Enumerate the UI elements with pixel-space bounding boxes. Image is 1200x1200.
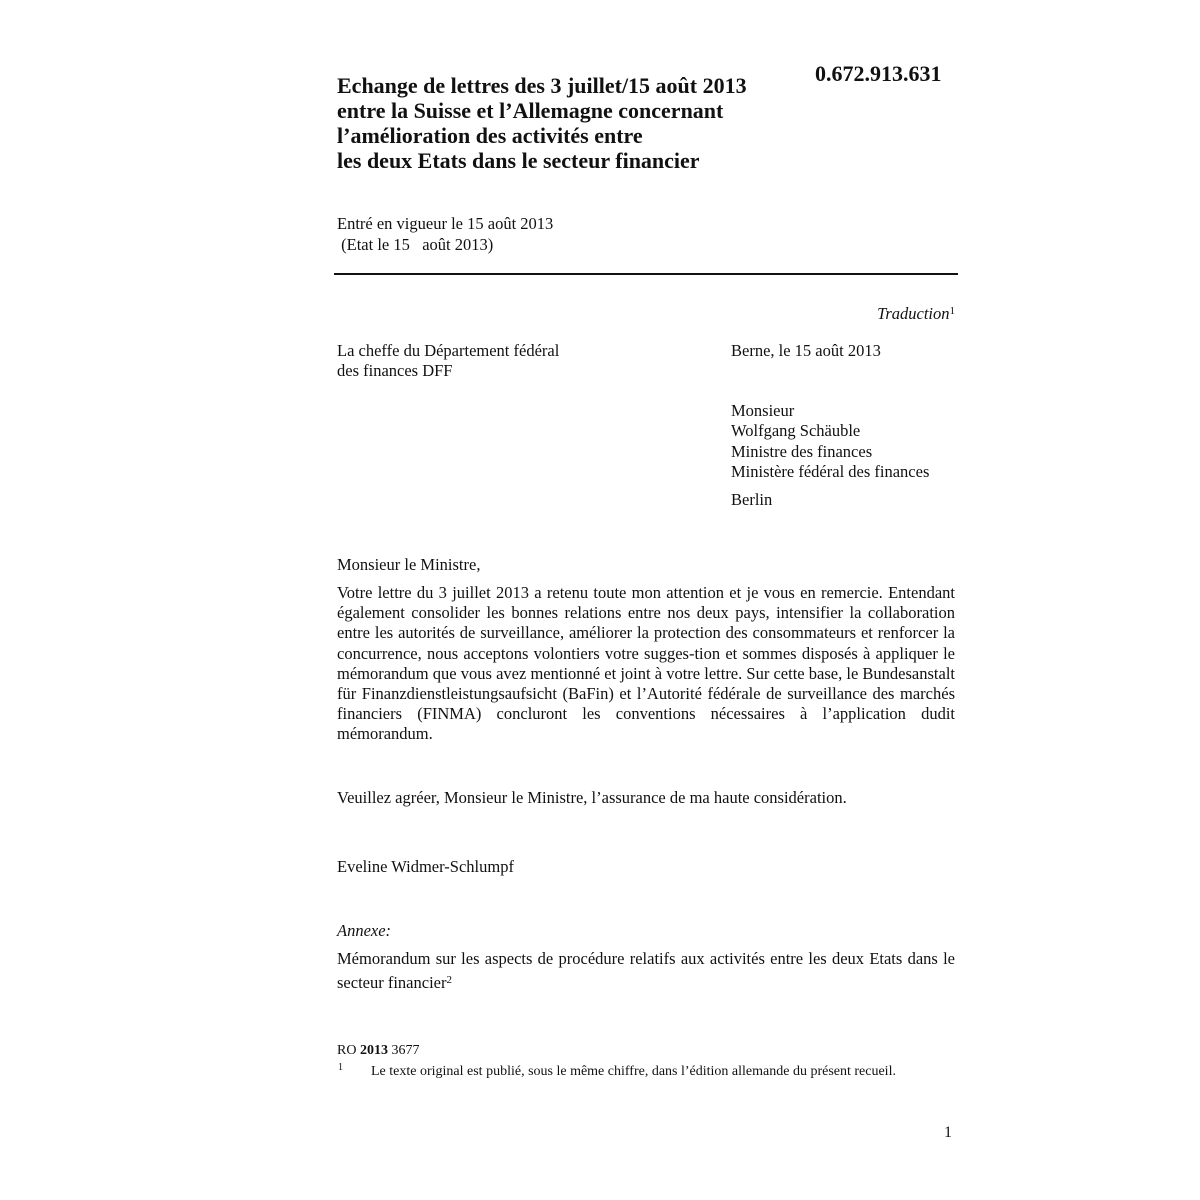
letter-body: Votre lettre du 3 juillet 2013 a retenu toute mon attention et je vous en remercie. Entendant également consolider les bonnes relations entre nos deux pays, intensifier la collaboration entre les autorités de surveillance, améliorer la protection des consommateurs et renforcer la concurrence, nous acceptons volontiers votre sugges-tion et sommes disposés à appliquer le mémorandum que vous avez mentionné et joint à votre lettre. Sur cette base, le Bundesanstalt für Finanzdienstleistungsaufsicht (BaFin) et l’Autorité fédérale de surveillance des marchés financiers (FINMA) concluront les conventions nécessaires à l’application dudit mémorandum.	[337, 583, 955, 744]
ro-prefix: RO	[337, 1043, 360, 1058]
annex-label: Annexe:	[337, 921, 392, 940]
salutation: Monsieur le Ministre,	[337, 555, 481, 574]
sender-line: La cheffe du Département fédéral	[337, 341, 560, 360]
signature-name: Eveline Widmer-Schlumpf	[337, 857, 514, 876]
ro-year: 2013	[359, 1043, 388, 1058]
title-line: les deux Etats dans le secteur financier	[337, 148, 700, 173]
place-date: Berne, le 15 août 2013	[731, 341, 881, 360]
header-divider	[334, 273, 958, 275]
title-line: Echange de lettres des 3 juillet/15 août 2013	[337, 73, 747, 98]
translation-note	[700, 304, 955, 324]
title-line: l’amélioration des activités entre	[337, 123, 643, 148]
footnote-ref: 2	[446, 973, 452, 986]
footnote-ref: 1	[949, 305, 955, 317]
recipient-line: Ministre des finances	[731, 441, 873, 461]
document-title	[337, 73, 807, 173]
system-number: 0.672.913.631	[815, 61, 942, 86]
sender-line: des finances DFF	[337, 361, 453, 380]
sender-block	[337, 341, 559, 381]
closing-formula: Veuillez agréer, Monsieur le Ministre, l’assurance de ma haute considération.	[337, 788, 847, 807]
ro-page: 3677	[387, 1043, 420, 1058]
title-line: entre la Suisse et l’Allemagne concernant	[337, 98, 724, 123]
page-number: 1	[944, 1124, 952, 1141]
recipient-line: Monsieur	[731, 401, 795, 420]
recipient-block	[731, 401, 929, 510]
recipient-line: Ministère fédéral des finances	[731, 461, 930, 481]
entry-into-force: Entré en vigueur le 15 août 2013	[337, 214, 554, 233]
status-block	[337, 213, 553, 255]
recipient-line: Wolfgang Schäuble	[731, 421, 861, 441]
translation-label: Traduction	[877, 304, 950, 323]
recipient-city: Berlin	[731, 490, 773, 510]
annex-text: Mémorandum sur les aspects de procédure relatifs aux activités entre les deux Etats dans le secteur financier	[337, 949, 955, 992]
state-date: (Etat le 15 août 2013)	[337, 235, 494, 254]
footnote-number: 1	[338, 1062, 343, 1073]
official-compilation-ref	[337, 1043, 419, 1059]
footnote-text: Le texte original est publié, sous le même chiffre, dans l’édition allemande du présent recueil.	[371, 1064, 896, 1079]
annex-description	[337, 949, 955, 993]
